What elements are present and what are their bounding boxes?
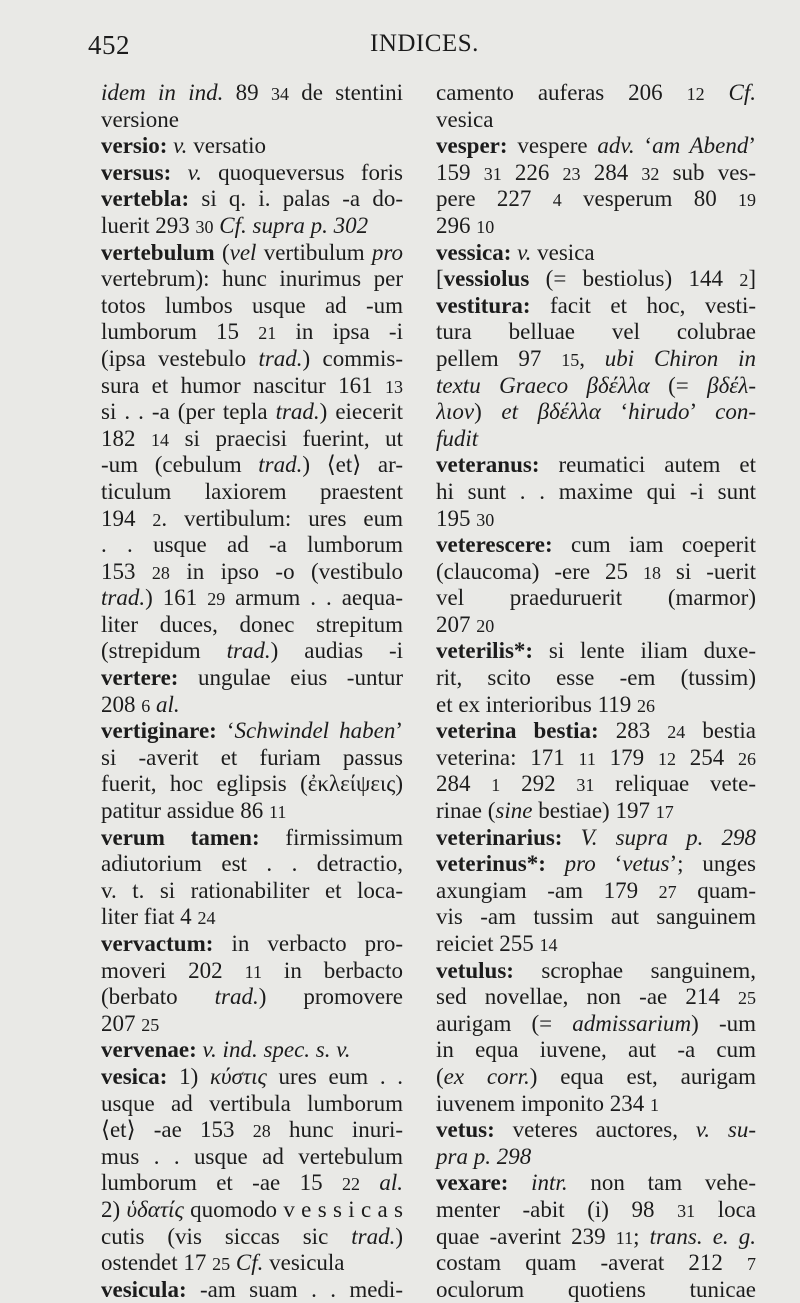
index-line: pra p. 298 <box>436 1143 532 1169</box>
index-line: versione <box>101 106 179 132</box>
index-line: lumborum et -ae 15 22 al. <box>101 1170 403 1196</box>
index-line: vesicula: -am suam . . medi- <box>101 1276 403 1302</box>
index-line: vertiginare: ‘Schwindel haben’ <box>101 718 403 744</box>
index-line: textu Graeco βδέλλα (= βδέλ- <box>436 372 756 398</box>
index-line: . . usque ad -a lumborum <box>101 532 403 558</box>
index-line: versio: v. versatio <box>101 133 266 159</box>
index-line: sura et humor nascitur 161 13 <box>101 372 403 398</box>
index-line: vetulus: scrophae sanguinem, <box>436 957 756 983</box>
index-line: (strepidum trad.) audias -i <box>101 638 403 664</box>
index-line: ⟨et⟩ -ae 153 28 hunc inuri- <box>101 1117 403 1143</box>
index-line: adiutorium est . . detractio, <box>101 851 403 877</box>
index-line: (ipsa vestebulo trad.) commis- <box>101 345 403 371</box>
index-line: patitur assidue 86 11 <box>101 798 287 824</box>
index-line: mus . . usque ad vertebulum <box>101 1143 403 1169</box>
index-line: 208 6 al. <box>101 691 180 717</box>
index-line: 182 14 si praecisi fuerint, ut <box>101 425 403 451</box>
index-line: reiciet 255 14 <box>436 931 558 956</box>
index-line: rinae (sine bestiae) 197 17 <box>436 798 674 824</box>
index-line: λιον) et βδέλλα ‘hirudo’ con- <box>436 399 756 425</box>
index-line: vervenae: v. ind. spec. s. v. <box>101 1037 351 1063</box>
index-line: si . . -a (per tepla trad.) eiecerit <box>101 399 403 425</box>
index-line: rit, scito esse -em (tussim) <box>436 665 756 691</box>
index-line: in equa iuvene, aut -a cum <box>436 1037 756 1063</box>
index-line: vis -am tussim aut sanguinem <box>436 904 756 930</box>
index-line: vesica: 1) κύστις ures eum . . <box>101 1063 403 1089</box>
index-line: pellem 97 15, ubi Chiron in <box>436 345 756 371</box>
index-line: vexare: intr. non tam vehe- <box>436 1170 756 1196</box>
index-line: liter duces, donec strepitum <box>101 611 403 637</box>
index-line: [vessiolus (= bestiolus) 144 2] <box>436 266 756 292</box>
right-column <box>436 80 756 1303</box>
index-line: aurigam (= admissarium) -um <box>436 1010 756 1036</box>
index-line: vesper: vespere adv. ‘am Abend’ <box>436 133 756 159</box>
index-line: liter fiat 4 24 <box>101 904 216 930</box>
index-line: 159 31 226 23 284 32 sub ves- <box>436 159 756 185</box>
index-line: vel praeduruerit (marmor) <box>436 585 756 611</box>
index-line: 296 10 <box>436 212 495 238</box>
index-line: vesica <box>436 106 494 132</box>
index-line: 2) ὑδατίς quomodo v e s s i c a s <box>101 1196 403 1222</box>
index-line: veteranus: reumatici autem et <box>436 452 756 478</box>
index-line: totos lumbos usque ad -um <box>101 292 403 318</box>
index-line: pere 227 4 vesperum 80 19 <box>436 186 756 212</box>
index-line: verum tamen: firmissimum <box>101 824 403 850</box>
index-line: veterina: 171 11 179 12 254 26 <box>436 744 756 770</box>
index-line: vertebulum (vel vertibulum pro <box>101 239 403 265</box>
running-head: INDICES. <box>370 30 479 57</box>
index-line: trad.) 161 29 armum . . aequa- <box>101 585 403 611</box>
index-line: veterina bestia: 283 24 bestia <box>436 718 756 744</box>
index-line: oculorum quotiens tunicae <box>436 1276 756 1302</box>
index-line: (claucoma) -ere 25 18 si -uerit <box>436 558 756 584</box>
index-line: sed novellae, non -ae 214 25 <box>436 984 756 1010</box>
page-header <box>0 30 800 66</box>
index-line: veterilis*: si lente iliam duxe- <box>436 638 756 664</box>
index-line: vetus: veteres auctores, v. su- <box>436 1117 756 1143</box>
index-line: fudit <box>436 425 479 451</box>
index-line: iuvenem imponito 234 1 <box>436 1090 660 1116</box>
index-line: axungiam -am 179 27 quam- <box>436 877 756 903</box>
index-line: lumborum 15 21 in ipsa -i <box>101 319 403 345</box>
page-number: 452 <box>88 30 130 60</box>
left-column <box>101 80 403 1303</box>
index-line: menter -abit (i) 98 31 loca <box>436 1196 756 1222</box>
index-line: 195 30 <box>436 505 495 531</box>
index-line: camento auferas 206 12 Cf. <box>436 80 756 105</box>
index-line: vestitura: facit et hoc, vesti- <box>436 292 756 318</box>
index-line: veterinarius: V. supra p. 298 <box>436 824 756 850</box>
index-line: vertebla: si q. i. palas -a do- <box>101 186 403 212</box>
index-line: ostendet 17 25 Cf. vesicula <box>101 1250 345 1276</box>
index-line: costam quam -averat 212 7 <box>436 1250 756 1276</box>
index-line: vervactum: in verbacto pro- <box>101 931 403 956</box>
index-line: et ex interioribus 119 26 <box>436 691 655 717</box>
index-line: luerit 293 30 Cf. supra p. 302 <box>101 212 369 238</box>
index-line: 207 25 <box>101 1010 160 1036</box>
index-line: 207 20 <box>436 611 495 637</box>
index-line: vertebrum): hunc inurimus per <box>101 266 403 292</box>
index-line: vertere: ungulae eius -untur <box>101 665 403 691</box>
index-line: tura belluae vel colubrae <box>436 319 756 345</box>
index-line: (ex corr.) equa est, aurigam <box>436 1063 756 1089</box>
index-line: 153 28 in ipso -o (vestibulo <box>101 558 403 584</box>
index-line: moveri 202 11 in berbacto <box>101 957 403 983</box>
index-line: v. t. si rationabiliter et loca- <box>101 877 403 903</box>
index-line: vessica: v. vesica <box>436 239 595 265</box>
index-line: si -averit et furiam passus <box>101 744 403 770</box>
index-line: cutis (vis siccas sic trad.) <box>101 1223 403 1249</box>
index-line: 194 2. vertibulum: ures eum <box>101 505 403 531</box>
index-line: usque ad vertibula lumborum <box>101 1090 403 1116</box>
index-line: 284 1 292 31 reliquae vete- <box>436 771 756 797</box>
index-line: idem in ind. 89 34 de stentini <box>101 80 403 105</box>
index-line: ticulum laxiorem praestent <box>101 478 403 504</box>
index-line: versus: v. quoqueversus foris <box>101 159 403 185</box>
index-line: (berbato trad.) promovere <box>101 984 403 1010</box>
index-line: fuerit, hoc eglipsis (ἐκλείψεις) <box>101 771 403 797</box>
index-line: quae -averint 239 11; trans. e. g. <box>436 1223 756 1249</box>
index-line: hi sunt . . maxime qui -i sunt <box>436 478 756 504</box>
index-line: veterinus*: pro ‘vetus’; unges <box>436 851 756 877</box>
index-line: -um (cebulum trad.) ⟨et⟩ ar- <box>101 452 403 478</box>
index-line: veterescere: cum iam coeperit <box>436 532 756 558</box>
